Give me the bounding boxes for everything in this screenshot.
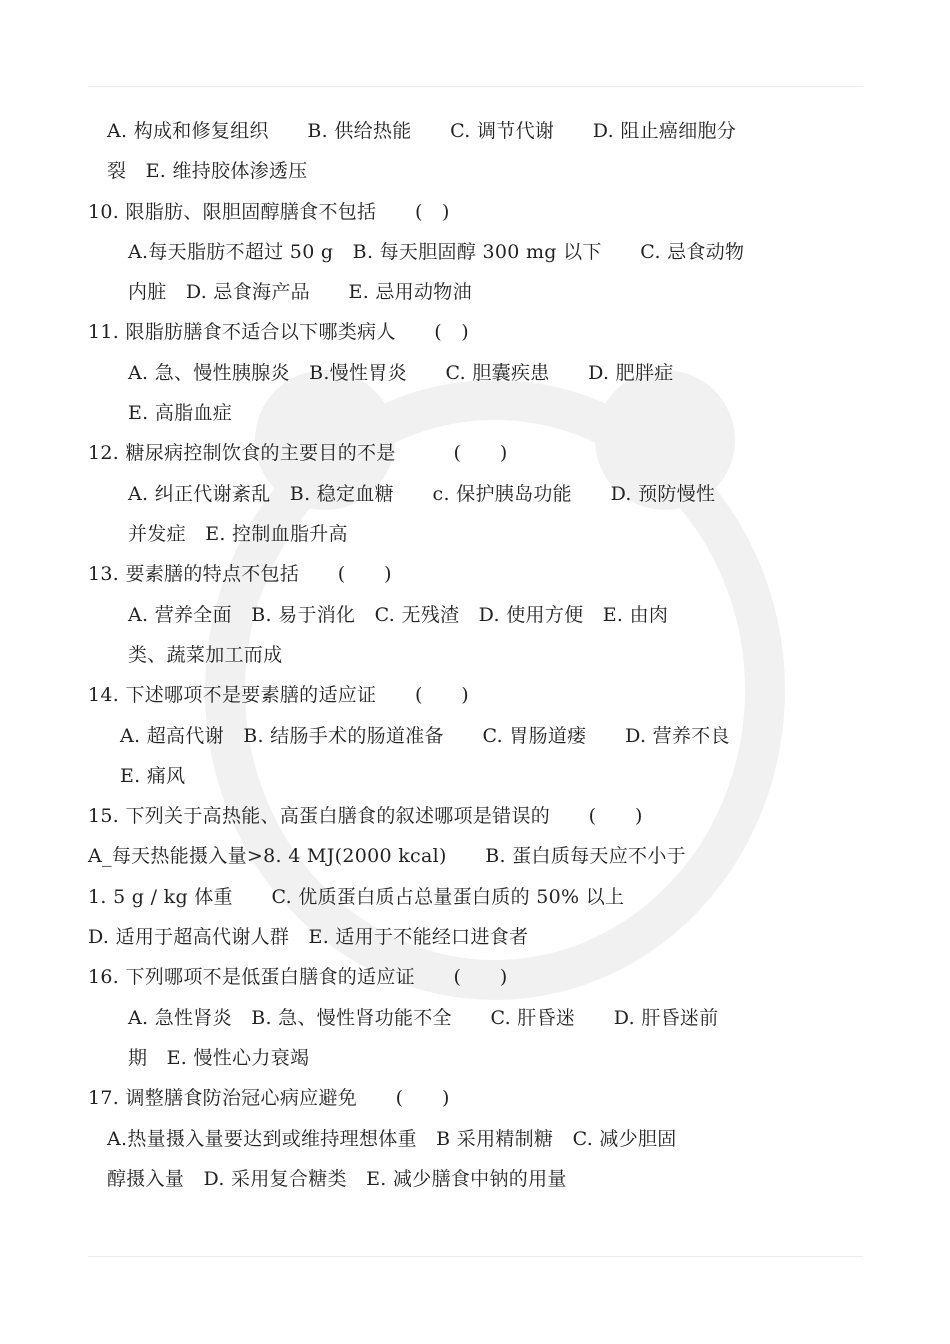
question-12: 12. 糖尿病控制饮食的主要目的不是 ( ) (88, 442, 508, 464)
q10-options-line-2: 内脏 D. 忌食海产品 E. 忌用动物油 (128, 281, 472, 303)
q14-options-line-1: A. 超高代谢 B. 结肠手术的肠道准备 C. 胃肠道瘘 D. 营养不良 (120, 725, 730, 747)
q13-options-line-1: A. 营养全面 B. 易于消化 C. 无残渣 D. 使用方便 E. 由肉 (128, 604, 669, 626)
q14-options-line-2: E. 痛风 (120, 765, 186, 787)
q11-options-line-1: A. 急、慢性胰腺炎 B.慢性胃炎 C. 胆囊疾患 D. 肥胖症 (128, 362, 674, 384)
q13-options-line-2: 类、蔬菜加工而成 (128, 644, 283, 666)
q12-options-line-2: 并发症 E. 控制血脂升高 (128, 523, 348, 545)
question-15: 15. 下列关于高热能、高蛋白膳食的叙述哪项是错误的 ( ) (88, 805, 643, 827)
question-11: 11. 限脂肪膳食不适合以下哪类病人 ( ) (88, 321, 469, 343)
question-16: 16. 下列哪项不是低蛋白膳食的适应证 ( ) (88, 966, 508, 988)
question-14: 14. 下述哪项不是要素膳的适应证 ( ) (88, 684, 469, 706)
q15-options-line-2: 1. 5 g / kg 体重 C. 优质蛋白质占总量蛋白质的 50% 以上 (88, 886, 625, 908)
question-13: 13. 要素膳的特点不包括 ( ) (88, 563, 392, 585)
header-rule (88, 86, 863, 87)
q12-options-line-1: A. 纠正代谢紊乱 B. 稳定血糖 c. 保护胰岛功能 D. 预防慢性 (128, 483, 716, 505)
q11-options-line-2: E. 高脂血症 (128, 402, 233, 424)
q16-options-line-1: A. 急性肾炎 B. 急、慢性肾功能不全 C. 肝昏迷 D. 肝昏迷前 (128, 1007, 719, 1029)
footer-rule (88, 1256, 863, 1257)
question-10: 10. 限脂肪、限胆固醇膳食不包括 ( ) (88, 201, 450, 223)
q15-options-line-1: A_每天热能摄入量>8. 4 MJ(2000 kcal) B. 蛋白质每天应不小于 (88, 845, 686, 867)
q15-options-line-3: D. 适用于超高代谢人群 E. 适用于不能经口进食者 (88, 926, 529, 948)
q10-options-line-1: A.每天脂肪不超过 50 g B. 每天胆固醇 300 mg 以下 C. 忌食动物 (128, 241, 745, 263)
q9-options-line-1: A. 构成和修复组织 B. 供给热能 C. 调节代谢 D. 阻止癌细胞分 (107, 120, 737, 142)
q17-options-line-1: A.热量摄入量要达到或维持理想体重 B 采用精制糖 C. 减少胆固 (107, 1128, 677, 1150)
q9-options-line-2: 裂 E. 维持胶体渗透压 (107, 160, 308, 182)
q16-options-line-2: 期 E. 慢性心力衰竭 (128, 1047, 310, 1069)
q17-options-line-2: 醇摄入量 D. 采用复合糖类 E. 减少膳食中钠的用量 (107, 1168, 567, 1190)
question-17: 17. 调整膳食防治冠心病应避免 ( ) (88, 1087, 450, 1109)
